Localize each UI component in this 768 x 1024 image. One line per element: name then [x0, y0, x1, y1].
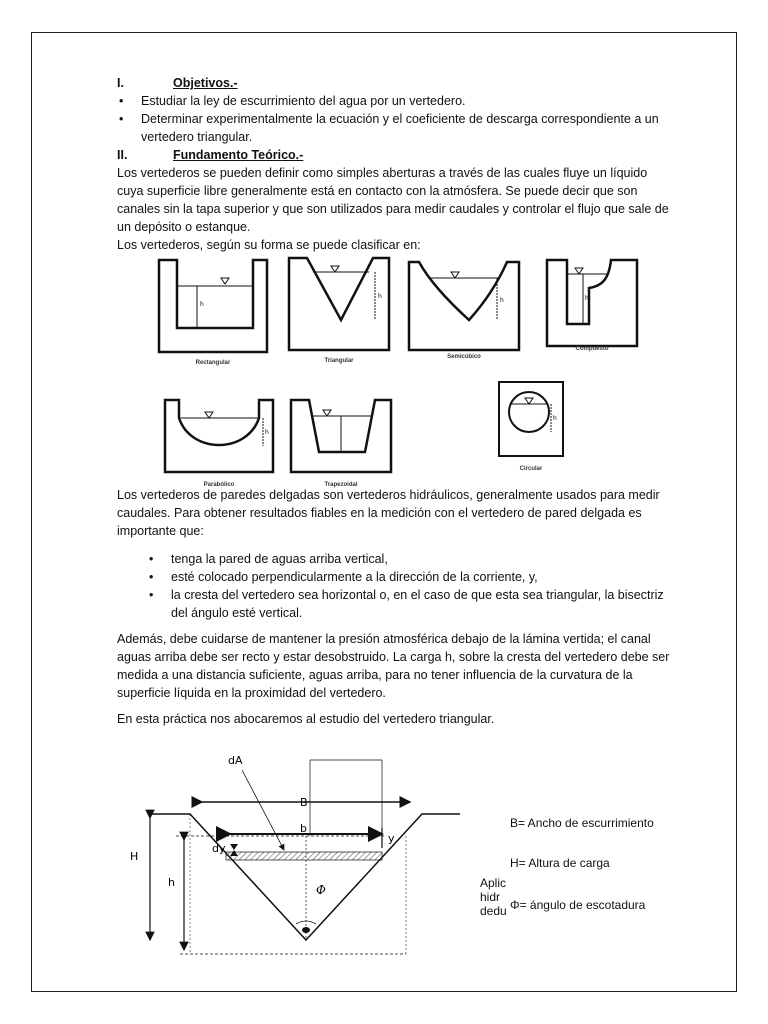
dA-label: dA [228, 754, 243, 767]
H-label: H [130, 850, 139, 863]
section-number: II. [117, 148, 128, 162]
section-title: Objetivos.- [173, 76, 238, 90]
h-label: h [265, 429, 269, 436]
caption-parabolic: Parabólico [203, 482, 235, 488]
paragraph-thin-wall: Los vertederos de paredes delgadas son vertederos hidráulicos, generalmente usados para medir caudales. Para obtener resultados fiables en la medición con el vertedero de pared delgada es importante que: [117, 488, 660, 538]
paragraph-classification: Los vertederos, según su forma se puede clasificar en: [117, 238, 421, 252]
section-number: I. [117, 76, 124, 90]
section-objetivos [117, 74, 677, 92]
caption-rectangular: Rectangular [195, 360, 231, 366]
weir-triangular [287, 256, 391, 366]
weir-shapes-figure [157, 258, 677, 486]
h-label: h [378, 293, 382, 300]
caption-circular: Circular [519, 466, 543, 472]
caption-trapezoidal: Trapezoidal [324, 482, 358, 488]
paragraph-requirements: Además, debe cuidarse de mantener la presión atmosférica debajo de la lámina vertida; el canal aguas arriba debe ser recto y estar desobstruido. La carga h, sobre la cresta del vertedero debe ser medida a una distancia suficiente, aguas arriba, para no tener influencia de la curvatura de la superficie líquida en la proximidad del vertedero. [117, 632, 670, 700]
caption-compound: Compuesto [575, 346, 609, 352]
weir-circular [497, 380, 565, 476]
list-item: • la cresta del vertedero sea horizontal o, en el caso de que esta sea triangular, la bisectriz del ángulo esté vertical. [149, 586, 677, 622]
h-label: h [168, 876, 175, 889]
h-label: h [500, 297, 504, 304]
list-item: • tenga la pared de aguas arriba vertical, [149, 550, 677, 568]
list-item: • esté colocado perpendicularmente a la dirección de la corriente, y, [149, 568, 677, 586]
h-label: h [200, 301, 204, 308]
h-label: h [553, 415, 557, 422]
y-label: y [388, 832, 395, 845]
b-label: b [300, 822, 307, 835]
weir-semicubic [407, 260, 521, 370]
objectives-list [117, 92, 677, 146]
list-item: • Determinar experimentalmente la ecuación y el coeficiente de descarga correspondiente a un vertedero triangular. [117, 110, 677, 146]
paragraph-scope: En esta práctica nos abocaremos al estudio del vertedero triangular. [117, 712, 495, 726]
conditions-list [117, 550, 677, 622]
weir-trapezoidal [289, 398, 393, 488]
section-fundamento [117, 146, 677, 164]
legend-H: H= Altura de carga [510, 856, 610, 870]
weir-compound [545, 258, 639, 368]
legend-phi: Φ= ángulo de escotadura [510, 898, 646, 912]
B-label: B [300, 796, 308, 809]
weir-parabolic [163, 398, 275, 488]
section-title: Fundamento Teórico.- [173, 148, 304, 162]
truncated-text: Aplic hidr dedu [480, 876, 507, 918]
phi-label: Φ [316, 883, 326, 897]
h-label: h [585, 295, 589, 302]
list-item: • Estudiar la ley de escurrimiento del agua por un vertedero. [117, 92, 677, 110]
dy-label: dy [212, 842, 226, 855]
caption-semicubic: Semicúbico [447, 354, 481, 360]
legend-B: B= Ancho de escurrimiento [510, 816, 654, 830]
caption-triangular: Triangular [324, 358, 354, 364]
document-body [117, 74, 677, 728]
paragraph-definition: Los vertederos se pueden definir como simples aberturas a través de las cuales fluye un líquido cuya superficie libre generalmente está en contacto con la atmósfera. Se puede decir que son canales sin la tapa superior y que son utilizados para medir caudales y controlar el flujo que sale de un depósito o estanque. [117, 166, 669, 234]
weir-rectangular [157, 258, 269, 368]
